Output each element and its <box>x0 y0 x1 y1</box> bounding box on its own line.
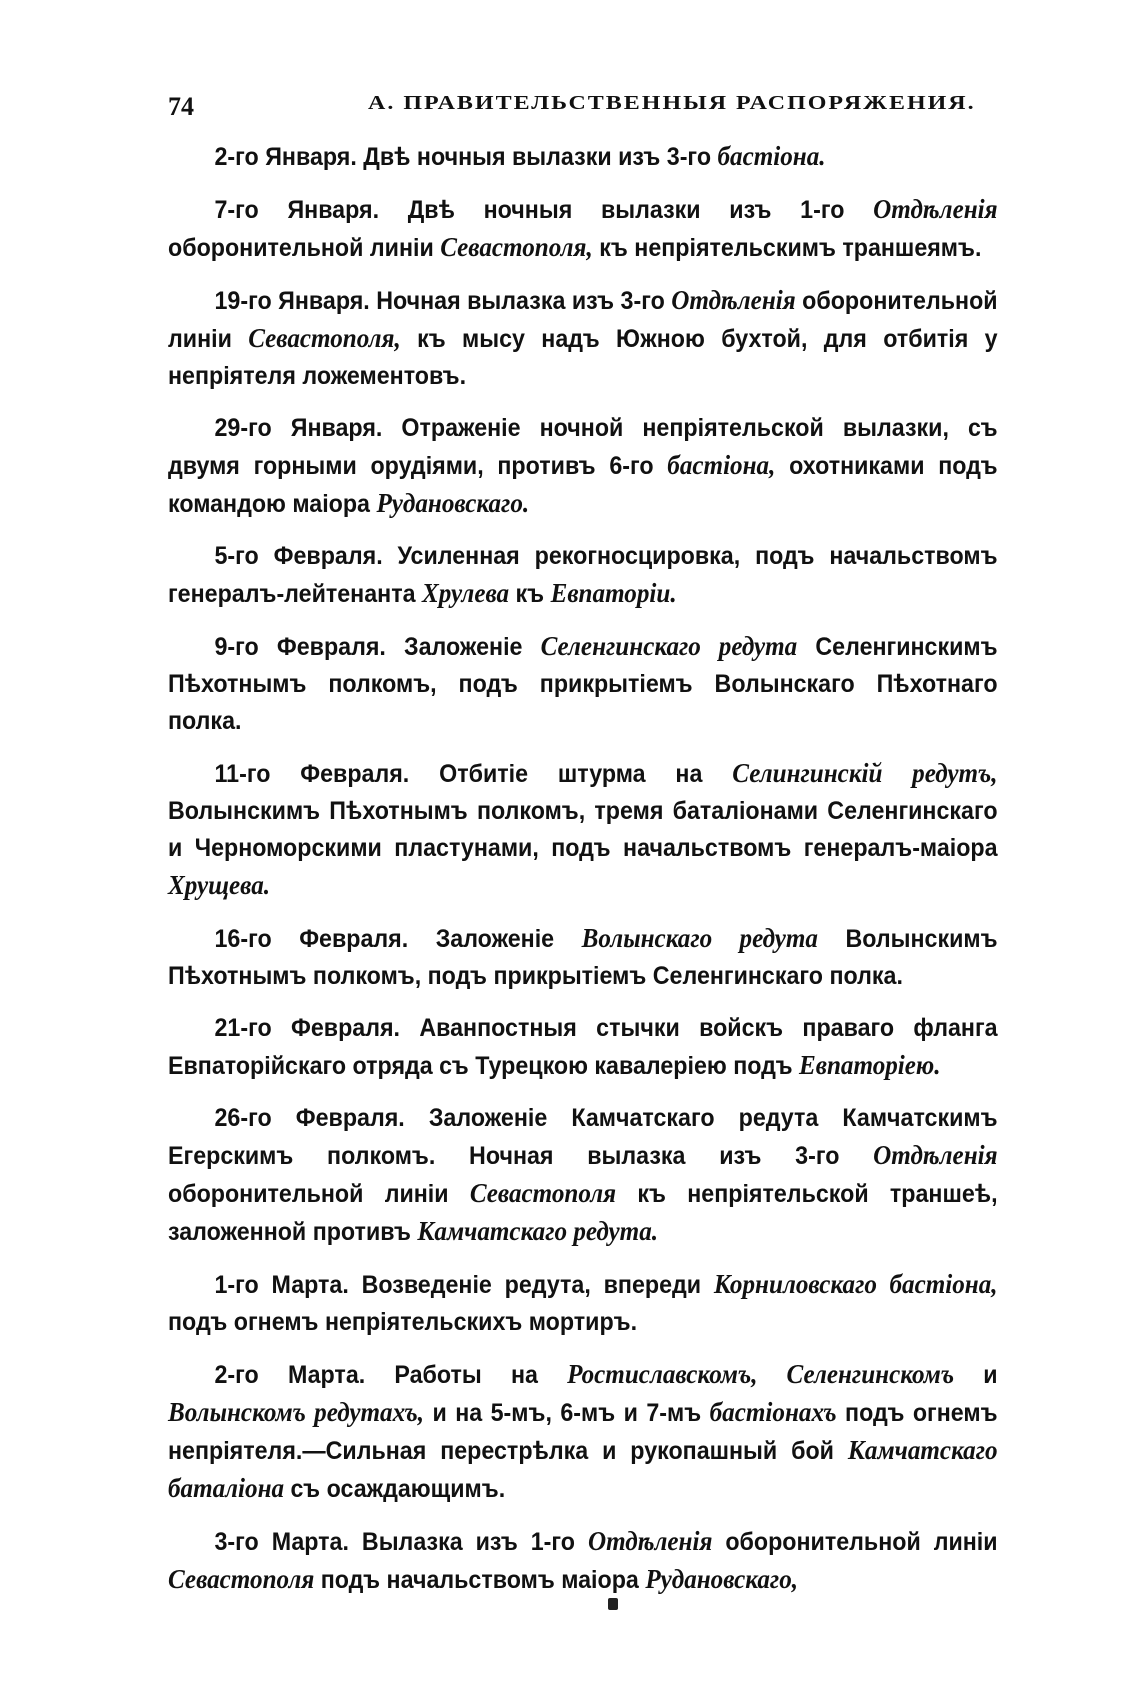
entry-text: къ непріятельскимъ траншеямъ. <box>592 234 982 262</box>
chronicle-entry <box>168 1266 998 1341</box>
entry-date: 1-го Марта. <box>214 1271 349 1299</box>
entry-italic-text: Селенгинскаго редута <box>540 631 798 661</box>
entry-text: Двѣ ночныя вылазки изъ 1-го <box>379 196 874 224</box>
entry-date: 16-го Февраля. <box>214 925 409 953</box>
entry-italic-text: Хрулева <box>421 578 510 608</box>
entry-italic-text: Евпаторіи. <box>550 578 677 608</box>
entry-text: подъ начальствомъ маіора <box>314 1566 646 1594</box>
entry-text: и на 5-мъ, 6-мъ и 7-мъ <box>424 1399 710 1427</box>
entry-date: 26-го Февраля. <box>214 1104 405 1132</box>
entry-italic-text: бастіонахъ <box>709 1397 837 1427</box>
entry-date: 21-го Февраля. <box>214 1014 401 1042</box>
entry-text: оборонительной линіи <box>168 287 998 353</box>
entry-text: Аванпостныя стычки войскъ праваго фланга Евпаторійскаго отряда съ Турецкою кавалеріею подъ <box>168 1014 998 1080</box>
entry-text: оборонительной линіи <box>712 1528 998 1556</box>
running-title: А. ПРАВИТЕЛЬСТВЕННЫЯ РАСПОРЯЖЕНИЯ. <box>368 92 976 115</box>
entry-text: Селенгинскимъ Пѣхотнымъ полкомъ, подъ прикрытіемъ Волынскаго Пѣхотнаго полка. <box>168 633 998 735</box>
page-header <box>168 92 998 128</box>
chronicle-entry <box>168 1010 998 1085</box>
entry-italic-text: Рудановскаго. <box>376 488 530 518</box>
entry-date: 5-го Февраля. <box>214 542 383 570</box>
chronicle-entry <box>168 755 998 905</box>
entry-text: Ночная вылазка изъ 3-го <box>369 287 672 315</box>
entry-text: Усиленная рекогносцировка, подъ начальствомъ генералъ-лейтенанта <box>168 542 998 608</box>
entry-date: 19-го Января. <box>214 287 370 315</box>
entry-text: Возведеніе редута, впереди <box>348 1271 714 1299</box>
chronicle-entry <box>168 138 998 176</box>
entry-italic-text: Селингинскій редутъ, <box>732 758 998 788</box>
entry-italic-text: Камчатскаго баталіона <box>168 1435 998 1503</box>
entry-text: Двѣ ночныя вылазки изъ 3-го <box>356 143 718 171</box>
entry-text: и <box>954 1361 998 1389</box>
chronicle-entries <box>168 138 998 1594</box>
chronicle-entry <box>168 191 998 267</box>
entry-text: Волынскимъ Пѣхотнымъ полкомъ, подъ прикрытіемъ Селенгинскаго полка. <box>168 925 998 990</box>
chronicle-entry <box>168 282 998 395</box>
entry-italic-text: Камчатскаго редута. <box>417 1216 659 1246</box>
entry-date: 3-го Марта. <box>214 1528 349 1556</box>
entry-text: съ осаждающимъ. <box>284 1475 506 1503</box>
entry-text: Заложеніе <box>408 925 582 953</box>
entry-italic-text: Волынскомъ редутахъ, <box>168 1397 425 1427</box>
entry-text: Заложеніе <box>385 633 541 661</box>
entry-italic-text: Отдѣленія <box>873 1140 998 1170</box>
entry-italic-text: бастіона, <box>667 450 776 480</box>
entry-italic-text: Севастополя, <box>248 323 401 353</box>
entry-text: охотниками подъ командою маіора <box>168 452 998 518</box>
chronicle-entry <box>168 410 998 523</box>
entry-text: оборонительной линіи <box>168 1180 470 1208</box>
entry-italic-text: Севастополя, <box>440 232 593 262</box>
entry-date: 2-го Января. <box>214 143 357 171</box>
entry-italic-text: Отдѣленія <box>587 1526 713 1556</box>
chronicle-entry <box>168 538 998 613</box>
entry-date: 29-го Января. <box>214 414 383 442</box>
chronicle-entry <box>168 920 998 995</box>
entry-text: Работы на <box>365 1361 568 1389</box>
chronicle-entry <box>168 1523 998 1599</box>
entry-italic-text: бастіона. <box>717 141 826 171</box>
entry-italic-text: Хрущева. <box>168 870 271 900</box>
entry-italic-text: Отдѣленія <box>671 285 796 315</box>
chronicle-entry <box>168 628 998 740</box>
entry-text: Отбитіе штурма на <box>409 760 733 788</box>
entry-date: 11-го Февраля. <box>214 760 410 788</box>
entry-date: 7-го Января. <box>214 196 380 224</box>
entry-text: оборонительной линіи <box>168 234 441 262</box>
chronicle-entry <box>168 1356 998 1508</box>
entry-text: Вылазка изъ 1-го <box>348 1528 588 1556</box>
chronicle-entry <box>168 1100 998 1251</box>
entry-text: Волынскимъ Пѣхотнымъ полкомъ, тремя баталіонами Селенгинскаго и Черноморскими пластунами, подъ начальствомъ генералъ-маіора <box>168 797 998 862</box>
entry-italic-text: Волынскаго редута <box>581 923 818 953</box>
entry-italic-text: Севастополя <box>168 1564 315 1594</box>
entry-italic-text: Корниловскаго бастіона, <box>713 1269 998 1299</box>
entry-italic-text: Рудановскаго, <box>645 1564 799 1594</box>
entry-italic-text: Евпаторіею. <box>799 1050 941 1080</box>
entry-text: Заложеніе Камчатскаго редута Камчатскимъ Егерскимъ полкомъ. Ночная вылазка изъ 3-го <box>168 1104 998 1170</box>
entry-text: къ <box>509 580 551 608</box>
entry-italic-text: Севастополя <box>469 1178 617 1208</box>
entry-text: подъ огнемъ непріятельскихъ мортиръ. <box>168 1308 638 1336</box>
printer-mark <box>608 1598 618 1610</box>
entry-text: къ непріятельской траншеѣ, заложенной противъ <box>168 1180 998 1246</box>
entry-text: подъ огнемъ непріятеля.—Сильная перестрѣлка и рукопашный бой <box>168 1399 998 1465</box>
page-number: 74 <box>168 92 194 121</box>
entry-text: Отраженіе ночной непріятельской вылазки, съ двумя горными орудіями, противъ 6-го <box>168 414 998 480</box>
entry-date: 2-го Марта. <box>214 1361 366 1389</box>
entry-italic-text: Отдѣленія <box>873 194 998 224</box>
entry-date: 9-го Февраля. <box>214 633 386 661</box>
entry-italic-text: Ростиславскомъ, Селенгинскомъ <box>567 1359 955 1389</box>
entry-text: къ мысу надъ Южною бухтой, для отбитія у непріятеля ложементовъ. <box>168 325 998 390</box>
